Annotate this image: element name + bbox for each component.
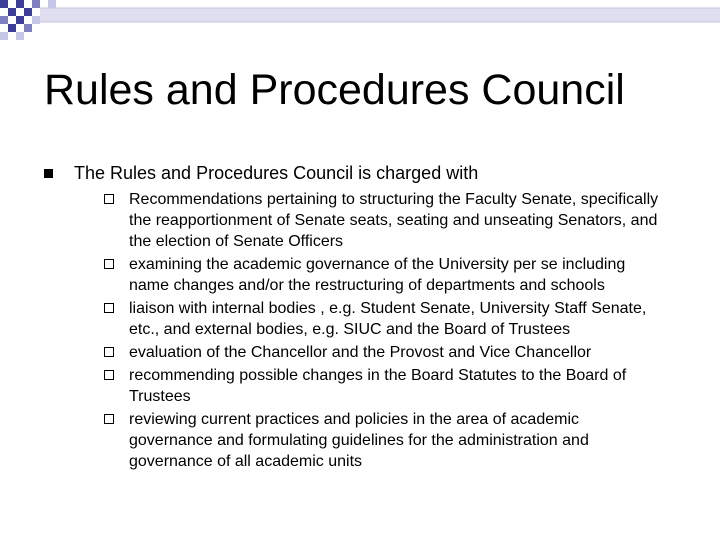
- list-item-text: examining the academic governance of the University per se including name changes and/or the restructuring of departments and schools: [129, 256, 626, 294]
- hollow-square-bullet-icon: [104, 194, 114, 204]
- list-item: [104, 189, 664, 252]
- square-bullet-icon: [44, 169, 53, 178]
- header-bar: [40, 8, 720, 22]
- hollow-square-bullet-icon: [104, 259, 114, 269]
- list-item: [104, 254, 664, 296]
- list-item: [104, 298, 664, 340]
- hollow-square-bullet-icon: [104, 303, 114, 313]
- list-item: [104, 342, 664, 363]
- list-item: [104, 365, 664, 407]
- list-item-text: liaison with internal bodies , e.g. Student Senate, University Staff Senate, etc., and external bodies, e.g. SIUC and the Board of Trustees: [129, 300, 647, 338]
- sub-bullet-list: [104, 189, 664, 474]
- hollow-square-bullet-icon: [104, 370, 114, 380]
- header-decoration: [0, 0, 720, 40]
- lead-bullet-text: The Rules and Procedures Council is charged with: [74, 163, 479, 183]
- list-item-text: reviewing current practices and policies in the area of academic governance and formulating guidelines for the administration and governance of all academic units: [129, 411, 589, 470]
- list-item-text: evaluation of the Chancellor and the Provost and Vice Chancellor: [129, 344, 592, 361]
- hollow-square-bullet-icon: [104, 414, 114, 424]
- slide-title: Rules and Procedures Council: [44, 66, 625, 114]
- list-item-text: Recommendations pertaining to structuring the Faculty Senate, specifically the reapportionment of Senate seats, seating and unseating Senators, and the election of Senate Officers: [129, 191, 659, 250]
- list-item-text: recommending possible changes in the Board Statutes to the Board of Trustees: [129, 367, 627, 405]
- list-item: [104, 409, 664, 472]
- hollow-square-bullet-icon: [104, 347, 114, 357]
